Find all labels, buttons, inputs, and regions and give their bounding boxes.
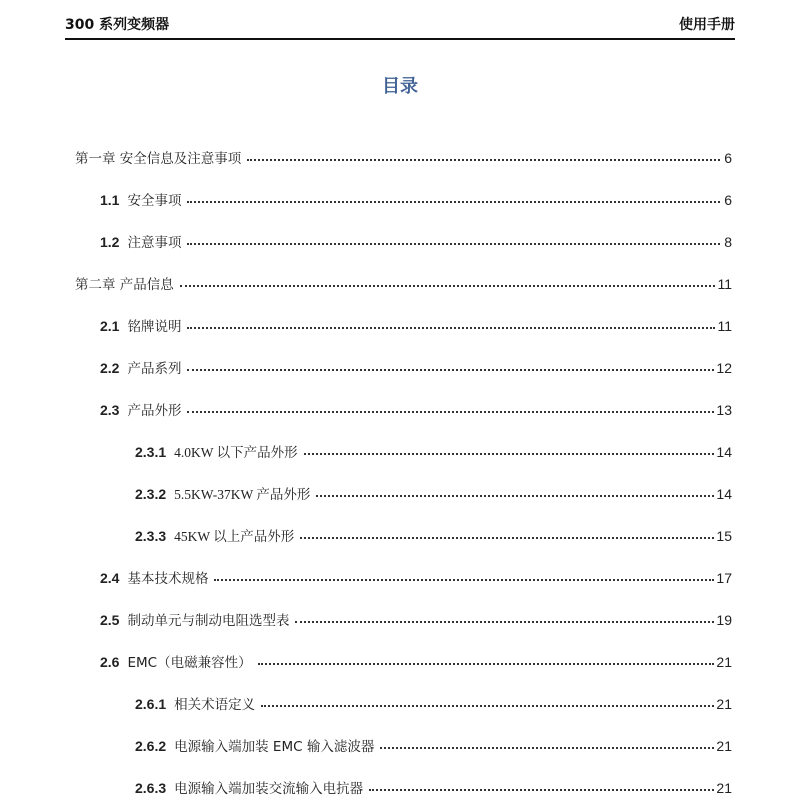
dot-leader: [380, 747, 714, 749]
toc-entry-number: 1.1: [100, 192, 120, 208]
toc-entry-number: 2.3: [100, 402, 120, 418]
toc-entry-number: 2.3.1: [135, 444, 167, 460]
toc-entry-page: 6: [724, 192, 732, 208]
dot-leader: [187, 327, 715, 329]
toc-entry-number: 2.3.3: [135, 528, 167, 544]
toc-entry-page: 15: [716, 528, 732, 544]
toc-entry-page: 6: [724, 150, 732, 166]
toc-entry-page: 11: [717, 318, 732, 334]
toc-entry-page: 19: [716, 612, 732, 628]
toc-entry-page: 8: [724, 234, 732, 250]
toc-entry-label: 产品外形: [127, 403, 182, 419]
dot-leader: [316, 495, 714, 497]
toc-entry-number: 2.6: [100, 654, 120, 670]
toc-entry-label: 基本技术规格: [127, 571, 209, 587]
page-header: [65, 10, 735, 40]
toc-entry-number: 2.1: [100, 318, 120, 334]
toc-entry-label: 4.0KW 以下产品外形: [174, 445, 298, 460]
dot-leader: [187, 243, 720, 245]
toc-entry-2-6-1[interactable]: [75, 693, 732, 717]
toc-entry-2-5[interactable]: [75, 609, 732, 633]
toc-entry-label: 电源输入端加装 EMC 输入滤波器: [174, 739, 375, 755]
toc-entry-chapter-2[interactable]: [75, 273, 732, 297]
toc-entry-2-3-2[interactable]: [75, 483, 732, 507]
toc-entry-label: 45KW 以上产品外形: [174, 529, 295, 544]
toc-entry-label: 注意事项: [127, 235, 182, 251]
toc-entry-number: 2.5: [100, 612, 120, 628]
toc-entry-page: 13: [716, 402, 732, 418]
toc-entry-number: 2.6.2: [135, 738, 167, 754]
dot-leader: [187, 201, 720, 203]
dot-leader: [187, 369, 714, 371]
toc-entry-2-6[interactable]: [75, 651, 732, 675]
toc-entry-1-1[interactable]: [75, 189, 732, 213]
dot-leader: [214, 579, 714, 581]
toc-entry-2-3-3[interactable]: [75, 525, 732, 549]
toc-entry-number: 2.6.3: [135, 780, 167, 796]
toc-entry-2-1[interactable]: [75, 315, 732, 339]
toc-entry-page: 11: [717, 276, 732, 292]
toc-entry-page: 21: [716, 696, 732, 712]
dot-leader: [261, 705, 714, 707]
dot-leader: [304, 453, 715, 455]
toc-entry-page: 14: [716, 486, 732, 502]
document-type-label: 使用手册: [679, 17, 735, 33]
toc-entry-label: 5.5KW-37KW 产品外形: [174, 487, 311, 502]
toc-entry-label: 第一章 安全信息及注意事项: [75, 151, 242, 167]
toc-entry-2-3-1[interactable]: [75, 441, 732, 465]
toc-entry-label: 安全事项: [127, 193, 182, 209]
toc-entry-label: 铭牌说明: [127, 319, 182, 335]
toc-entry-page: 17: [716, 570, 732, 586]
toc-entry-page: 21: [716, 780, 732, 796]
toc-entry-number: 2.2: [100, 360, 120, 376]
toc-entry-number: 2.6.1: [135, 696, 167, 712]
toc-entry-number: 2.3.2: [135, 486, 167, 502]
toc-entry-page: 21: [716, 738, 732, 754]
toc-entry-label: 产品系列: [127, 361, 182, 377]
toc-entry-page: 21: [716, 654, 732, 670]
toc-entry-1-2[interactable]: [75, 231, 732, 255]
toc-entry-number: 2.4: [100, 570, 120, 586]
toc-entry-number: 1.2: [100, 234, 120, 250]
toc-title: 目录: [382, 76, 418, 97]
toc-entry-page: 14: [716, 444, 732, 460]
dot-leader: [369, 789, 714, 791]
toc-entry-chapter-1[interactable]: [75, 147, 732, 171]
toc-entry-2-3[interactable]: [75, 399, 732, 423]
dot-leader: [295, 621, 714, 623]
dot-leader: [300, 537, 714, 539]
toc-entry-label: 制动单元与制动电阻选型表: [127, 613, 290, 629]
dot-leader: [258, 663, 715, 665]
toc-entry-2-6-2[interactable]: [75, 735, 732, 759]
toc-entry-2-2[interactable]: [75, 357, 732, 381]
toc-entry-2-6-3[interactable]: [75, 777, 732, 801]
toc-entry-label: 电源输入端加装交流输入电抗器: [174, 781, 364, 797]
toc-entry-label: 相关术语定义: [174, 697, 256, 713]
dot-leader: [180, 285, 716, 287]
toc-entry-2-4[interactable]: [75, 567, 732, 591]
dot-leader: [187, 411, 714, 413]
dot-leader: [247, 159, 720, 161]
toc-entry-label: 第二章 产品信息: [75, 277, 174, 293]
toc-entry-label: EMC（电磁兼容性）: [127, 655, 252, 671]
document-series-title: 300 系列变频器: [65, 17, 170, 33]
toc-entry-page: 12: [716, 360, 732, 376]
